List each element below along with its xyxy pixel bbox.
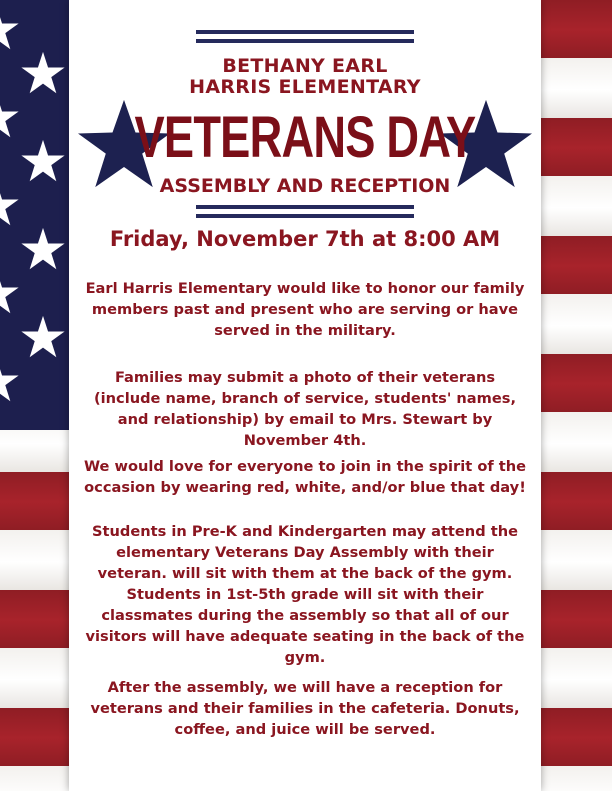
page-title: VETERANS DAY — [134, 105, 476, 170]
paragraph-photo: Families may submit a photo of their veterans (include name, branch of service, students' names, and relationship) by email to Mrs. Stewart by November 4th. — [94, 369, 516, 449]
star-icon — [0, 94, 20, 140]
paragraph-reception: After the assembly, we will have a reception for veterans and their families in the cafeteria. Donuts, coffee, and juice will be served. — [90, 679, 520, 738]
paragraph-seating: Students in Pre-K and Kindergarten may attend the elementary Veterans Day Assembly with their veteran. will sit with them at the back of the gym. Students in 1st-5th grade will sit with their classmates during the assembly so that all of our visitors will have adequate seating in the back of the gym. — [85, 523, 525, 666]
divider-rule — [196, 39, 414, 43]
star-icon — [20, 226, 66, 272]
star-icon — [0, 6, 20, 52]
star-icon — [0, 182, 20, 228]
divider-rule — [196, 30, 414, 34]
star-icon — [0, 270, 20, 316]
divider-rule — [196, 205, 414, 209]
star-icon — [0, 358, 20, 404]
paragraph-dress: We would love for everyone to join in the spirit of the occasion by wearing red, white, and/or blue that day! — [83, 458, 527, 496]
paragraph-honor: Earl Harris Elementary would like to honor our family members past and present who are serving or have served in the military. — [85, 280, 525, 339]
star-icon — [20, 138, 66, 184]
star-icon — [20, 50, 66, 96]
school-name: BETHANY EARL HARRIS ELEMENTARY — [189, 55, 421, 98]
page-subtitle: ASSEMBLY AND RECEPTION — [159, 175, 451, 197]
divider-rule — [196, 214, 414, 218]
event-date: Friday, November 7th at 8:00 AM — [109, 227, 501, 251]
star-icon — [20, 314, 66, 360]
